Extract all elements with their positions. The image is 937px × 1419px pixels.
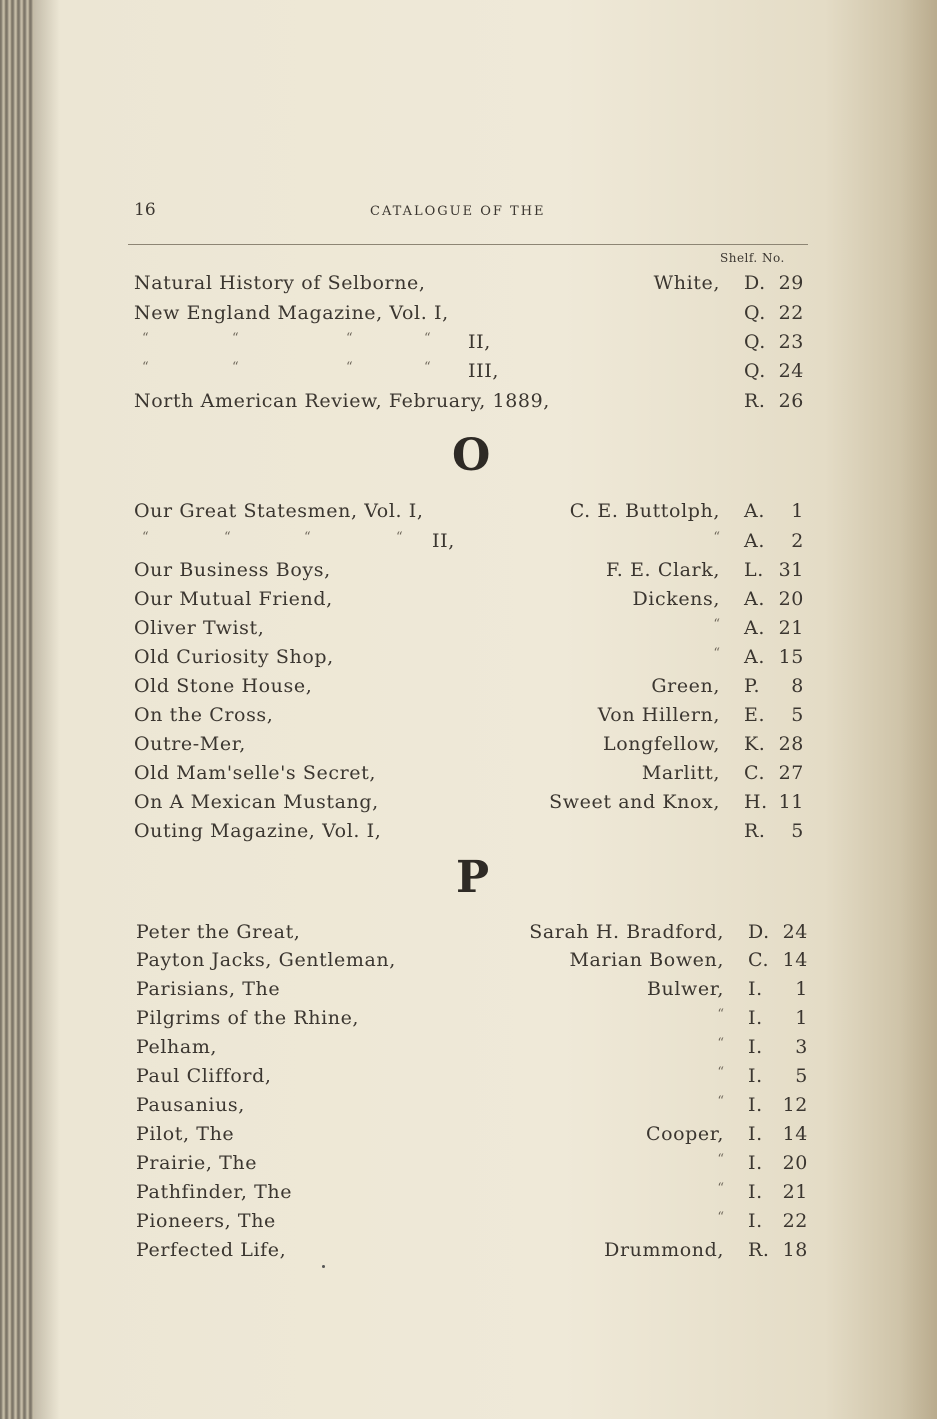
entry-author: F. E. Clark,: [605, 559, 720, 581]
catalogue-entry: “ “ “ “ II, Q. 23: [142, 331, 804, 353]
ditto-mark: “: [142, 360, 149, 375]
entry-title: Oliver Twist,: [134, 617, 265, 639]
catalogue-entry: On A Mexican Mustang, Sweet and Knox, H. 11: [134, 791, 804, 813]
entry-author-ditto: “: [713, 530, 720, 545]
entry-title: Our Business Boys,: [134, 559, 331, 581]
entry-author-ditto: “: [713, 617, 720, 632]
entry-title: Pioneers, The: [136, 1210, 276, 1232]
entry-author: Green,: [651, 675, 720, 697]
entry-title: Outre-Mer,: [134, 733, 246, 755]
ditto-mark: “: [346, 360, 353, 375]
entry-title: Paul Clifford,: [136, 1065, 272, 1087]
entry-title: Pathfinder, The: [136, 1181, 293, 1203]
catalogue-entry: Pelham, “ I. 3: [136, 1036, 808, 1058]
catalogue-entry: Our Great Statesmen, Vol. I, C. E. Buttolph, A. 1: [134, 500, 804, 522]
entry-author: Von Hillern,: [597, 704, 720, 726]
entry-title: Old Mam'selle's Secret,: [134, 762, 376, 784]
entry-title: Pausanius,: [136, 1094, 245, 1116]
entry-title: New England Magazine, Vol. I,: [134, 302, 449, 324]
catalogue-entry: Outing Magazine, Vol. I, R. 5: [134, 820, 804, 842]
catalogue-entry: “ “ “ “ II, “ A. 2: [142, 530, 804, 552]
entry-title: Natural History of Selborne,: [134, 272, 426, 294]
entry-author: Sweet and Knox,: [549, 791, 720, 813]
entry-title: Pilgrims of the Rhine,: [136, 1007, 360, 1029]
book-binding-edge: [0, 0, 34, 1419]
section-letter-o: O: [452, 430, 491, 481]
entry-author-ditto: “: [717, 1210, 724, 1225]
entry-author: Marlitt,: [641, 762, 720, 784]
entry-author-ditto: “: [717, 1065, 724, 1080]
catalogue-entry: “ “ “ “ III, Q. 24: [142, 360, 804, 382]
entry-title: Payton Jacks, Gentleman,: [136, 949, 396, 971]
catalogue-entry: Old Stone House, Green, P. 8: [134, 675, 804, 697]
catalogue-entry: Pathfinder, The “ I. 21: [136, 1181, 808, 1203]
entry-author-ditto: “: [717, 1007, 724, 1022]
entry-title: Old Curiosity Shop,: [134, 646, 334, 668]
entry-title: Perfected Life,: [136, 1239, 287, 1261]
entry-title: Outing Magazine, Vol. I,: [134, 820, 382, 842]
catalogue-entry: Payton Jacks, Gentleman, Marian Bowen, C. 14: [136, 949, 808, 971]
entry-author: White,: [653, 272, 720, 294]
catalogue-entry: Old Curiosity Shop, “ A. 15: [134, 646, 804, 668]
ditto-mark: “: [424, 331, 431, 346]
entry-title: On A Mexican Mustang,: [134, 791, 379, 813]
entry-title: Our Mutual Friend,: [134, 588, 333, 610]
catalogue-entry: Parisians, The Bulwer, I. 1: [136, 978, 808, 1000]
section-letter-p: P: [456, 852, 490, 903]
ditto-mark: “: [346, 331, 353, 346]
entry-author: Cooper,: [645, 1123, 724, 1145]
entry-title: Our Great Statesmen, Vol. I,: [134, 500, 424, 522]
catalogue-entry: Peter the Great, Sarah H. Bradford, D. 24: [136, 921, 808, 943]
entry-author: Bulwer,: [646, 978, 724, 1000]
catalogue-entry: North American Review, February, 1889, R. 26: [134, 390, 804, 412]
catalogue-entry: New England Magazine, Vol. I, Q. 22: [134, 302, 804, 324]
entry-title: Peter the Great,: [136, 921, 301, 943]
catalogue-entry: Perfected Life, Drummond, R. 18: [136, 1239, 808, 1261]
catalogue-entry: Pioneers, The “ I. 22: [136, 1210, 808, 1232]
entry-title: Pelham,: [136, 1036, 218, 1058]
entry-author-ditto: “: [717, 1152, 724, 1167]
catalogue-entry: Our Mutual Friend, Dickens, A. 20: [134, 588, 804, 610]
entry-title: Pilot, The: [136, 1123, 235, 1145]
shelf-number-heading: Shelf. No.: [720, 251, 785, 265]
ditto-mark: “: [304, 530, 311, 545]
entry-author: Longfellow,: [603, 733, 720, 755]
catalogue-entry: Pausanius, “ I. 12: [136, 1094, 808, 1116]
entry-author-ditto: “: [717, 1181, 724, 1196]
ditto-mark: “: [424, 360, 431, 375]
entry-title: Parisians, The: [136, 978, 281, 1000]
ditto-mark: “: [232, 360, 239, 375]
entry-author: Marian Bowen,: [569, 949, 724, 971]
catalogue-entry: Natural History of Selborne, White, D. 29: [134, 272, 804, 294]
entry-author-ditto: “: [717, 1094, 724, 1109]
catalogue-entry: Paul Clifford, “ I. 5: [136, 1065, 808, 1087]
entry-title: Old Stone House,: [134, 675, 313, 697]
catalogue-entry: Outre-Mer, Longfellow, K. 28: [134, 733, 804, 755]
running-head: CATALOGUE OF THE: [370, 204, 546, 219]
page-number: 16: [134, 200, 156, 220]
catalogue-entry: Old Mam'selle's Secret, Marlitt, C. 27: [134, 762, 804, 784]
ink-speck: [322, 1265, 325, 1268]
entry-author-ditto: “: [717, 1036, 724, 1051]
gutter-shadow: [34, 0, 60, 1419]
header-rule: [128, 244, 808, 245]
page-header: [134, 200, 814, 224]
entry-title: Prairie, The: [136, 1152, 258, 1174]
entry-author: Dickens,: [632, 588, 720, 610]
catalogue-entry: Oliver Twist, “ A. 21: [134, 617, 804, 639]
entry-title: On the Cross,: [134, 704, 274, 726]
entry-title: North American Review, February, 1889,: [134, 390, 550, 412]
catalogue-entry: On the Cross, Von Hillern, E. 5: [134, 704, 804, 726]
ditto-mark: “: [142, 530, 149, 545]
entry-author: Sarah H. Bradford,: [529, 921, 724, 943]
catalogue-entry: Our Business Boys, F. E. Clark, L. 31: [134, 559, 804, 581]
entry-author-ditto: “: [713, 646, 720, 661]
ditto-mark: “: [224, 530, 231, 545]
ditto-mark: “: [142, 331, 149, 346]
catalogue-entry: Pilgrims of the Rhine, “ I. 1: [136, 1007, 808, 1029]
ditto-mark: “: [232, 331, 239, 346]
entry-author: Drummond,: [604, 1239, 724, 1261]
catalogue-entry: Pilot, The Cooper, I. 14: [136, 1123, 808, 1145]
ditto-mark: “: [396, 530, 403, 545]
catalogue-entry: Prairie, The “ I. 20: [136, 1152, 808, 1174]
entry-author: C. E. Buttolph,: [569, 500, 720, 522]
